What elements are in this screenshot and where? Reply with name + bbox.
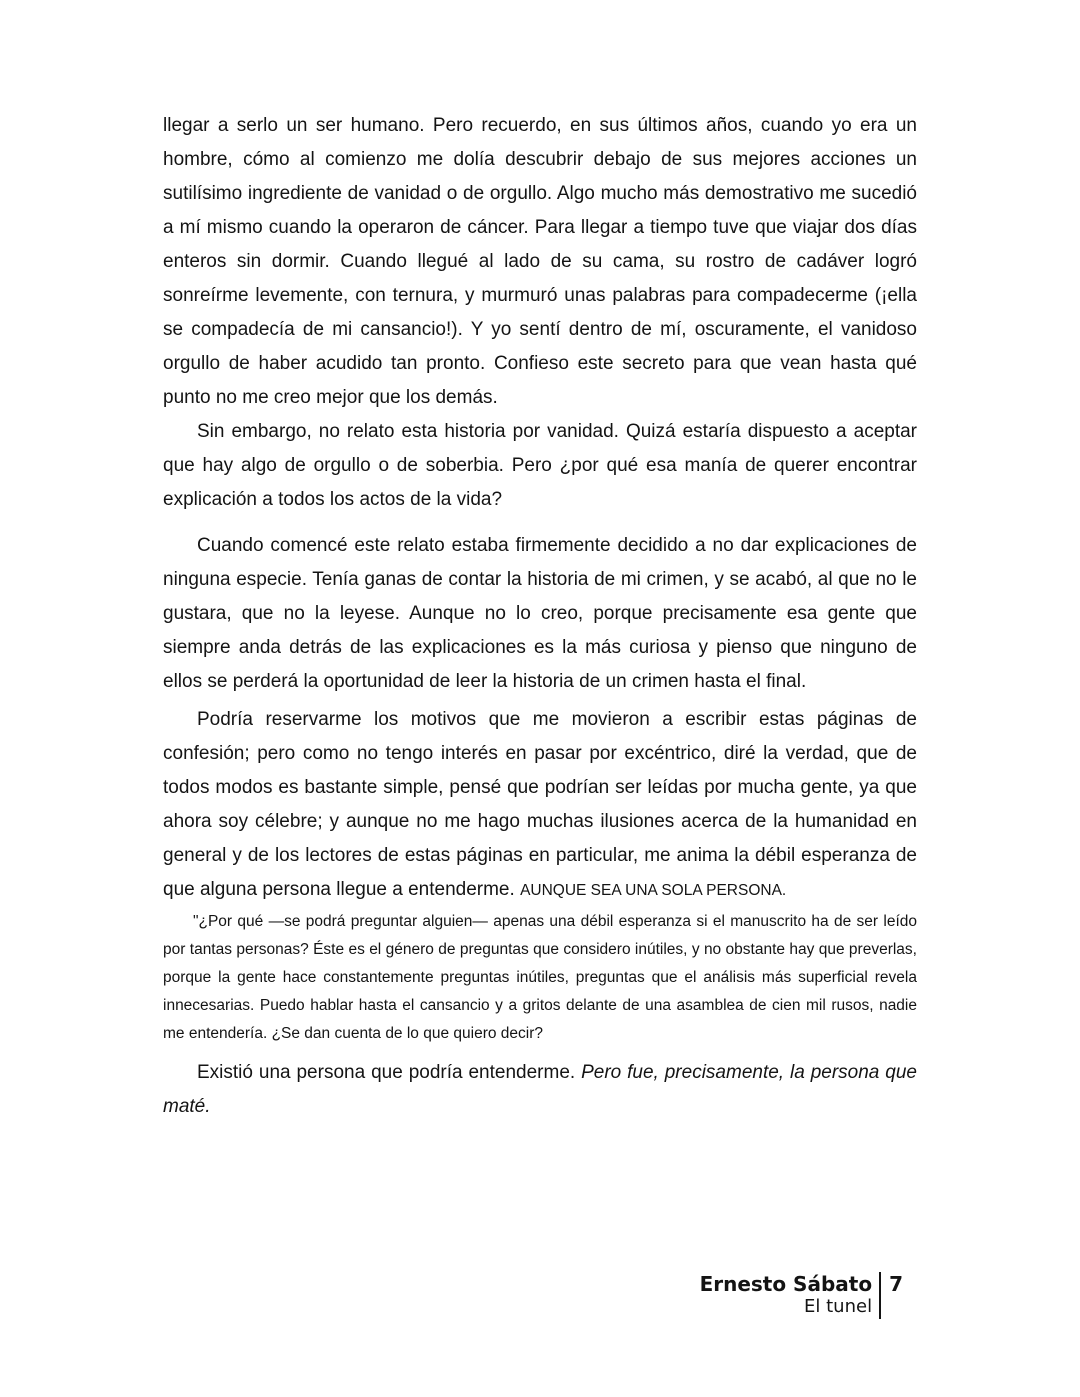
footer-author-title: [700, 1272, 873, 1318]
paragraph-existio: [163, 1056, 917, 1124]
page-text-block: [163, 109, 917, 1124]
footer-book-title: El tunel: [804, 1296, 873, 1317]
paragraph-cuando-comence: Cuando comencé este relato estaba firmemente decidido a no dar explicaciones de ninguna especie. Tenía ganas de contar la historia de mi crimen, y se acabó, al que no le gustara, que no la leyese. Aunque no lo creo, porque precisamente esa gente que siempre anda detrás de las explicaciones es la más curiosa y pienso que ninguno de ellos se perderá la oportunidad de leer la historia de un crimen hasta el final.: [163, 535, 917, 692]
paragraph-continuation: llegar a serlo un ser humano. Pero recuerdo, en sus últimos años, cuando yo era un hombre, cómo al comienzo me dolía descubrir debajo de sus mejores acciones un sutilísimo ingrediente de vanidad o de orgullo. Algo mucho más demostrativo me sucedió a mí mismo cuando la operaron de cáncer. Para llegar a tiempo tuve que viajar dos días enteros sin dormir. Cuando llegué al lado de su cama, su rostro de cadáver logró sonreírme levemente, con ternura, y murmuró unas palabras para compadecerme (¡ella se compadecía de mi cansancio!). Y yo sentí dentro de mí, oscuramente, el vanidoso orgullo de haber acudido tan pronto. Confieso este secreto para que vean hasta qué punto no me creo mejor que los demás.: [163, 115, 917, 408]
page-footer: [700, 1272, 903, 1319]
paragraph-main-text: Existió una persona que podría entenderme.: [197, 1062, 582, 1083]
paragraph-main-text: Podría reservarme los motivos que me movieron a escribir estas páginas de confesión; pero como no tengo interés en pasar por excéntrico, diré la verdad, que de todos modos es bastante simple, pensé que podrían ser leídas por mucha gente, ya que ahora soy célebre; y aunque no me hago muchas ilusiones acerca de la humanidad en general y de los lectores de estas páginas en particular, me anima la débil esperanza de que alguna persona llegue a entenderme.: [163, 709, 917, 900]
paragraph-podria-reservarme: [163, 703, 917, 908]
footer-divider: [879, 1272, 881, 1319]
paragraph-sin-embargo: Sin embargo, no relato esta historia por vanidad. Quizá estaría dispuesto a aceptar que hay algo de orgullo o de soberbia. Pero ¿por qué esa manía de querer encontrar explicación a todos los actos de la vida?: [163, 421, 917, 510]
footer-author: Ernesto Sábato: [699, 1272, 873, 1296]
paragraph-quoted-small: "¿Por qué —se podrá preguntar alguien— apenas una débil esperanza si el manuscrito ha de ser leído por tantas personas? Éste es el género de preguntas que considero inútiles, y no obstante hay que preverlas, porque la gente hace constantemente preguntas inútiles, preguntas que el análisis más superficial revela innecesarias. Puedo hablar hasta el cansancio y a gritos delante de una asamblea de cien mil rusos, nadie me entendería. ¿Se dan cuenta de lo que quiero decir?: [163, 913, 917, 1042]
paragraph-smallcaps-text: AUNQUE SEA UNA SOLA PERSONA.: [520, 882, 787, 899]
footer-page-number: 7: [889, 1272, 903, 1296]
paragraph-italic-text: Pero fue, precisamente, la persona que maté.: [163, 1062, 917, 1117]
